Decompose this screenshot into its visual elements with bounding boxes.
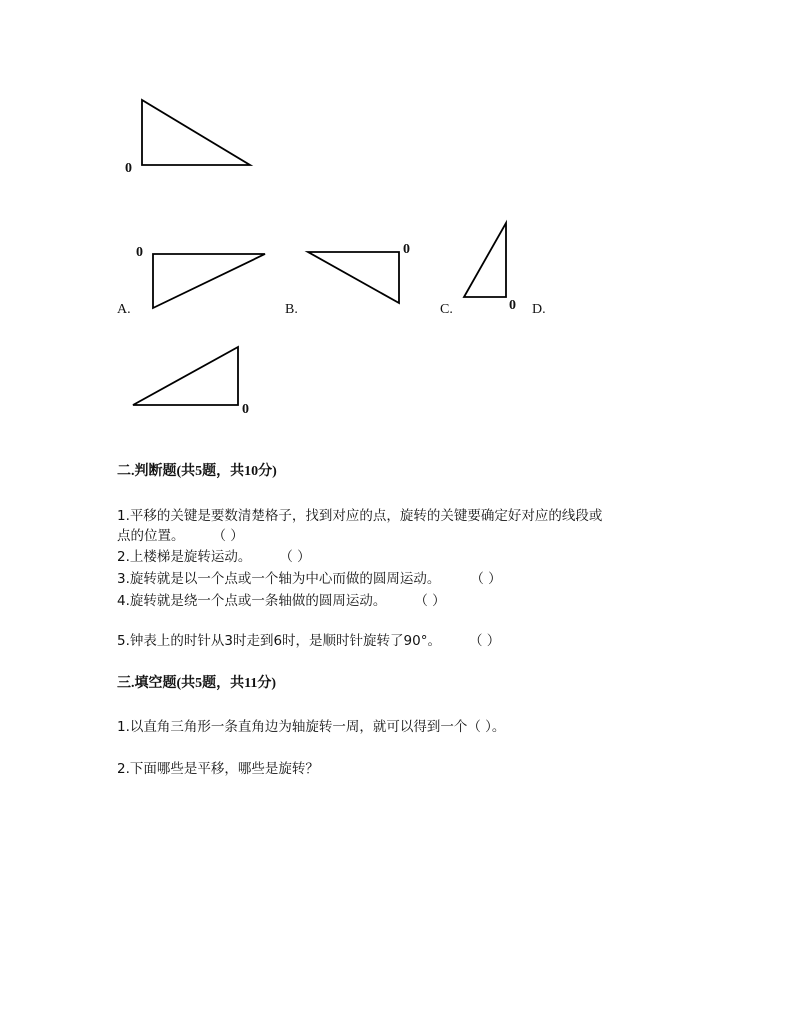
judgement-q1-answer-blank[interactable]: （ ） (212, 528, 244, 544)
option-d-triangle (125, 340, 250, 415)
judgement-q5-text: 5.钟表上的时针从3时走到6时，是顺时针旋转了90°。 (117, 633, 441, 649)
judgement-q4 (117, 593, 446, 609)
judgement-q4-answer-blank[interactable]: （ ） (414, 593, 446, 609)
option-a-triangle (145, 245, 275, 315)
judgement-q4-text: 4.旋转就是绕一个点或一条轴做的圆周运动。 (117, 593, 387, 609)
option-a-origin-label: 0 (136, 245, 143, 260)
section-3-heading: 三.填空题(共5题，共11分) (117, 676, 277, 691)
judgement-q1-text: 点的位置。 (117, 528, 185, 544)
section-2-heading: 二.判断题(共5题，共10分) (117, 464, 277, 479)
option-b-triangle (300, 242, 410, 315)
judgement-q2-text: 2.上楼梯是旋转运动。 (117, 549, 252, 565)
reference-origin-label: 0 (125, 161, 132, 176)
fill-blank-q2: 2.下面哪些是平移，哪些是旋转？ (117, 761, 319, 777)
reference-triangle (130, 95, 260, 175)
judgement-q2 (117, 549, 311, 565)
fill-blank-q1: 1.以直角三角形一条直角边为轴旋转一周，就可以得到一个（ ）。 (117, 719, 506, 735)
judgement-q3-answer-blank[interactable]: （ ） (470, 571, 502, 587)
judgement-q2-answer-blank[interactable]: （ ） (279, 549, 311, 565)
judgement-q1-line1: 1.平移的关键是要数清楚格子，找到对应的点，旋转的关键要确定好对应的线段或 (117, 508, 603, 524)
option-c-triangle (455, 215, 520, 310)
option-b-origin-label: 0 (403, 242, 410, 257)
option-b-letter: B. (285, 302, 298, 317)
option-c-origin-label: 0 (509, 298, 516, 313)
judgement-q5 (117, 633, 500, 649)
option-a-letter: A. (117, 302, 131, 317)
option-c-letter: C. (440, 302, 453, 317)
option-d-origin-label: 0 (242, 402, 249, 417)
judgement-q1-line2 (117, 528, 244, 544)
judgement-q3-text: 3.旋转就是以一个点或一个轴为中心而做的圆周运动。 (117, 571, 441, 587)
judgement-q3 (117, 571, 502, 587)
judgement-q5-answer-blank[interactable]: （ ） (469, 633, 501, 649)
option-d-letter: D. (532, 302, 546, 317)
